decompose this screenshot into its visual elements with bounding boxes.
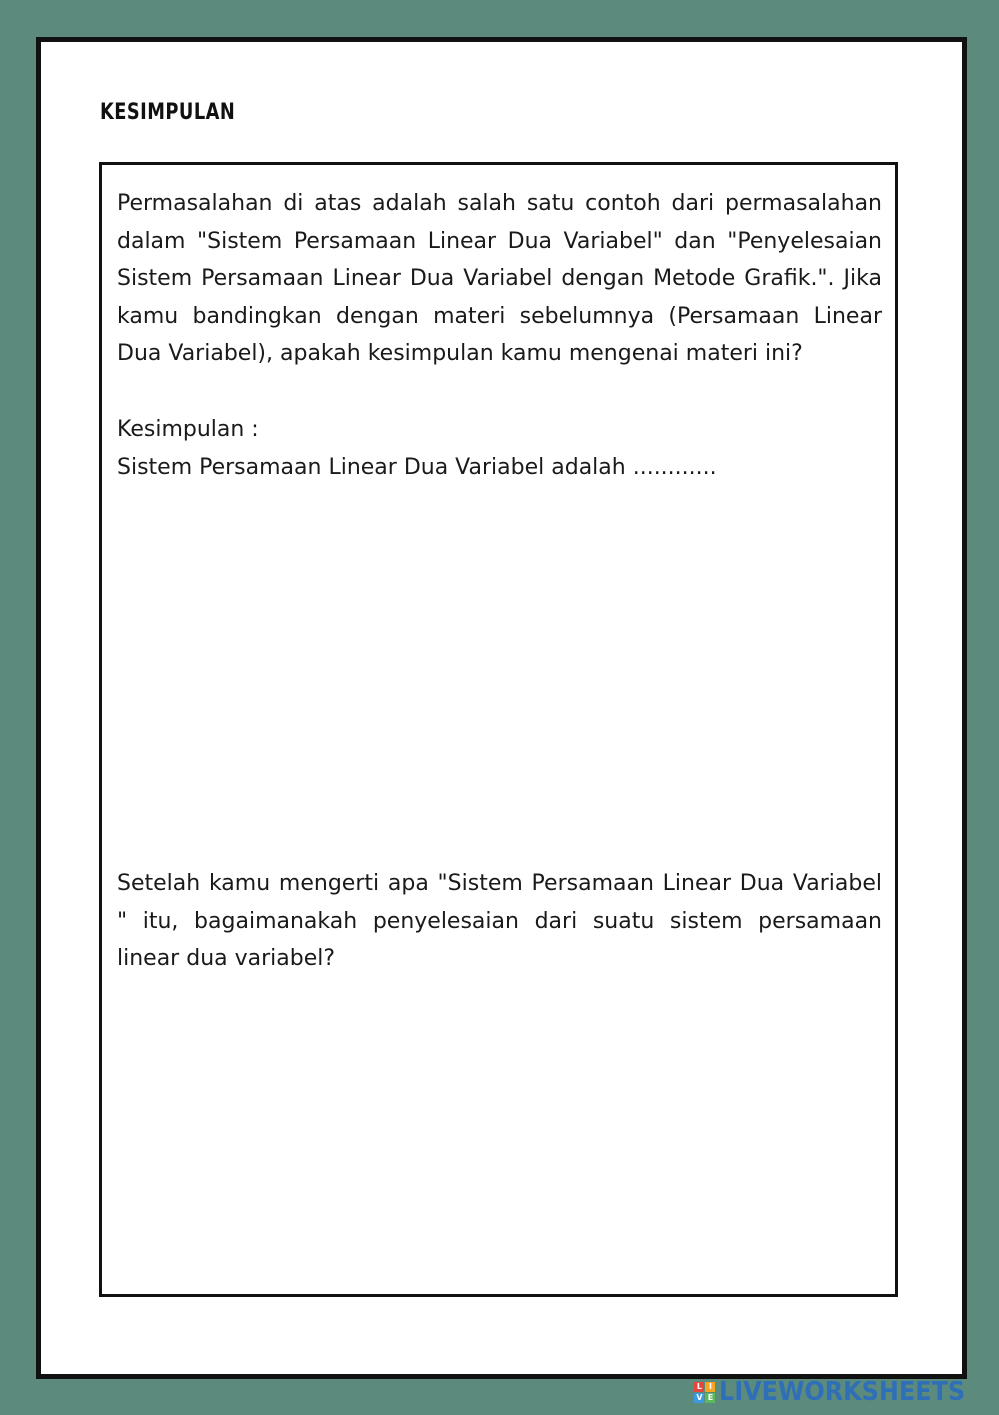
liveworksheets-logo-icon [694,1382,715,1403]
logo-letter: L [694,1382,704,1392]
conclusion-prompt: Sistem Persamaan Linear Dua Variabel adalah ............ [117,455,717,480]
logo-letter: V [696,1392,703,1402]
question-paragraph-2: Setelah kamu mengerti apa "Sistem Persamaan Linear Dua Variabel " itu, bagaimanakah penyelesaian dari suatu sistem persamaan linear dua variabel? [117,871,882,972]
liveworksheets-text: LIVEWORKSHEETS [719,1377,966,1407]
question-paragraph-1: Permasalahan di atas adalah salah satu contoh dari permasalahan dalam "Sistem Persamaan Linear Dua Variabel" dan "Penyelesaian Sistem Persamaan Linear Dua Variabel dengan Metode Grafik.". Jika kamu bandingkan dengan materi sebelumnya (Persamaan Linear Dua Variabel), apakah kesimpulan kamu mengenai materi ini? [117,191,882,367]
section-heading: KESIMPULAN [100,100,236,125]
liveworksheets-watermark [694,1377,987,1407]
conclusion-label: Kesimpulan : [117,417,259,442]
logo-letter: E [705,1393,715,1403]
logo-letter: I [705,1382,715,1392]
